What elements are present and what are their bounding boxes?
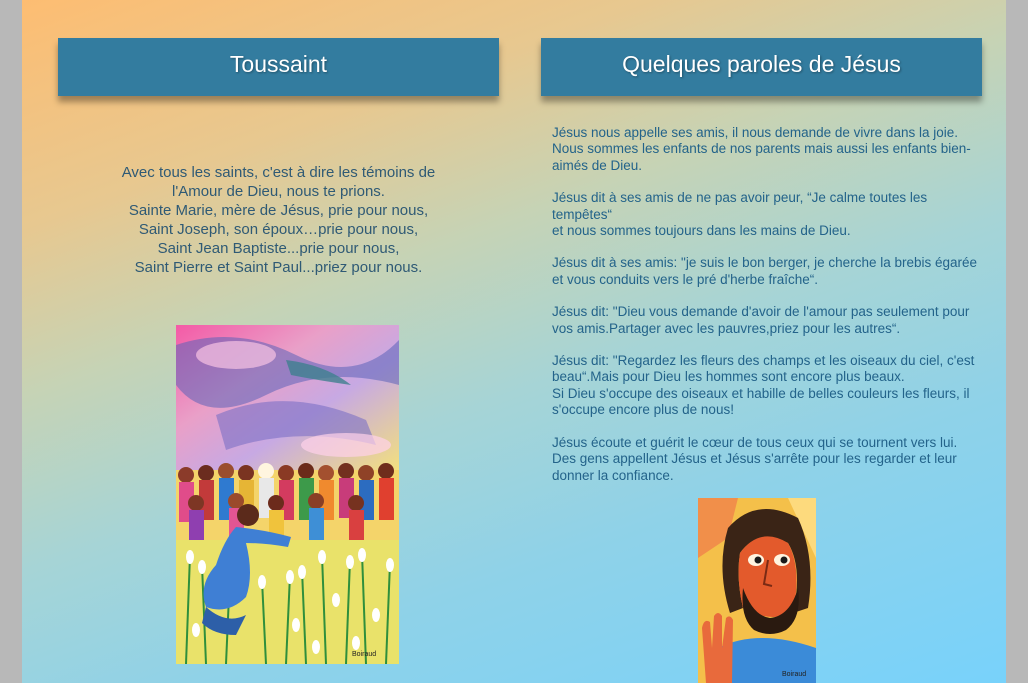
paroles-paragraph: Jésus nous appelle ses amis, il nous demande de vivre dans la joie. Nous sommes les enfants de nos parents mais aussi les enfants bien-aimés de Dieu. bbox=[552, 125, 971, 173]
toussaint-title: Toussaint bbox=[229, 51, 328, 77]
paroles-title: Quelques paroles de Jésus bbox=[622, 51, 901, 77]
toussaint-header bbox=[58, 38, 499, 96]
toussaint-prayer bbox=[58, 163, 499, 277]
paroles-text bbox=[552, 125, 984, 500]
paroles-header bbox=[541, 38, 982, 96]
jesus-portrait-image bbox=[698, 498, 816, 683]
prayer-line: l'Amour de Dieu, nous te prions. bbox=[172, 183, 385, 200]
saints-painting-image bbox=[176, 325, 399, 664]
portrait-signature: Boiraud bbox=[782, 671, 807, 678]
prayer-line: Saint Jean Baptiste...prie pour nous, bbox=[157, 240, 400, 257]
paroles-paragraph: Jésus dit à ses amis: "je suis le bon berger, je cherche la brebis égarée et vous conduits vers le pré d'herbe fraîche“. bbox=[552, 255, 978, 287]
prayer-line: Saint Pierre et Saint Paul...priez pour nous. bbox=[134, 259, 423, 276]
paroles-paragraph: Jésus écoute et guérit le cœur de tous ceux qui se tournent vers lui. Des gens appellent Jésus et Jésus s'arrête pour les regarder et leur donner la confiance. bbox=[552, 434, 958, 483]
page-content bbox=[22, 0, 1006, 683]
painting-signature: Boiraud bbox=[352, 651, 377, 658]
paroles-paragraph: Jésus dit: "Dieu vous demande d'avoir de l'amour pas seulement pour vos amis.Partager avec les pauvres,priez pour les autres“. bbox=[552, 304, 970, 336]
paroles-paragraph: Jésus dit: "Regardez les fleurs des champs et les oiseaux du ciel, c'est beau“.Mais pour Dieu les hommes sont encore plus beaux. Si Dieu s'occupe des oiseaux et habille de belles couleurs les fleurs, il s'occupe encore plus de nous! bbox=[552, 353, 975, 418]
prayer-line: Saint Joseph, son époux…prie pour nous, bbox=[138, 221, 419, 238]
prayer-line: Avec tous les saints, c'est à dire les témoins de bbox=[121, 164, 436, 181]
prayer-line: Sainte Marie, mère de Jésus, prie pour nous, bbox=[128, 202, 429, 219]
paroles-paragraph: Jésus dit à ses amis de ne pas avoir peur, “Je calme toutes les tempêtes“ et nous sommes toujours dans les mains de Dieu. bbox=[552, 190, 928, 239]
